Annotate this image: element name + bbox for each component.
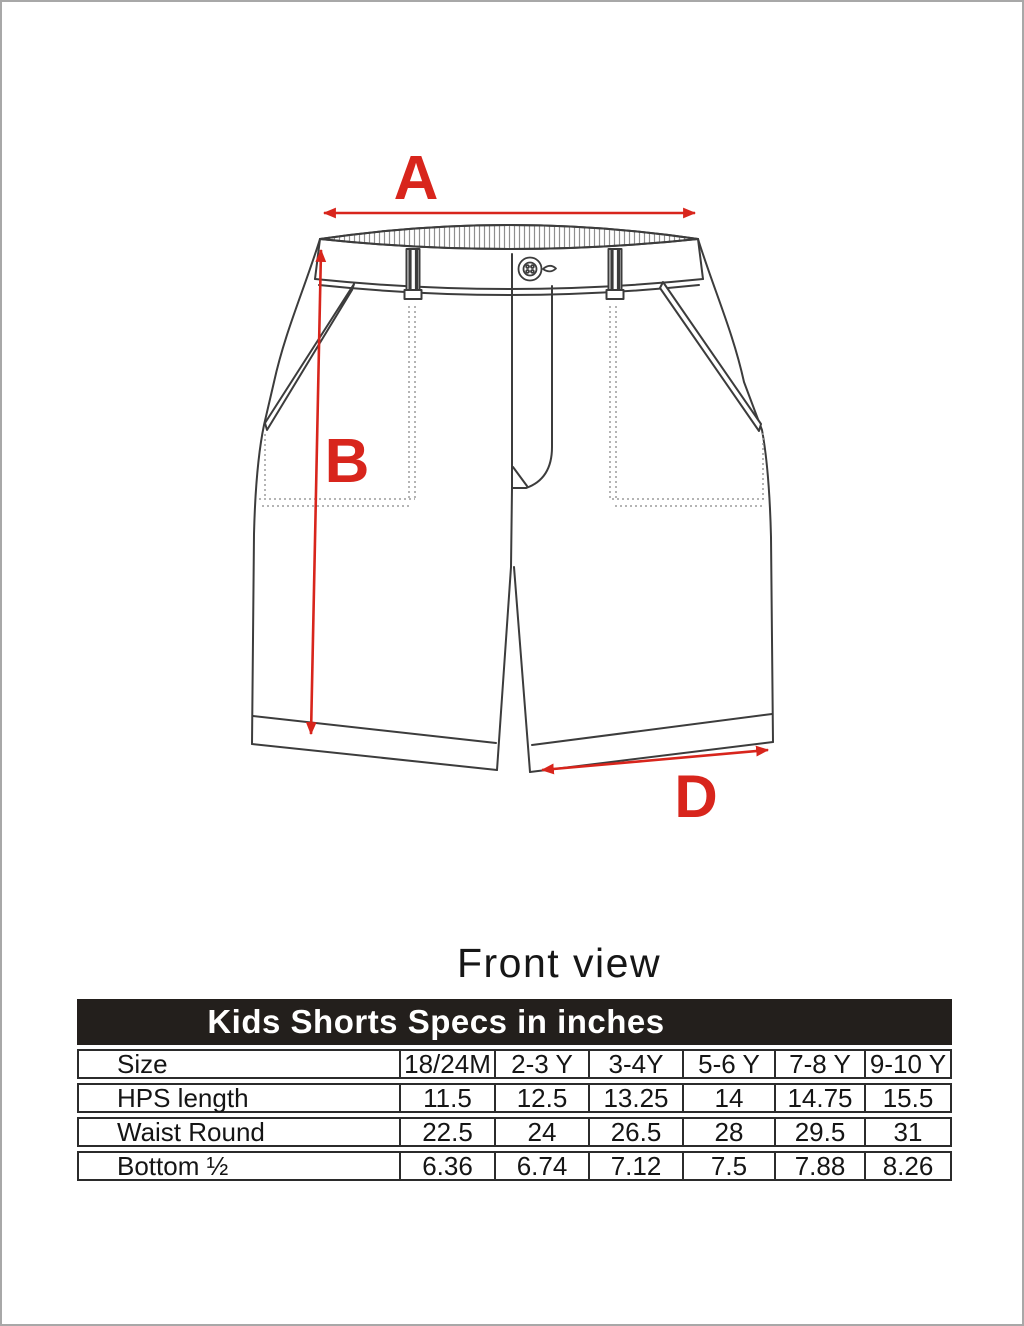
- spec-value: 14.75: [774, 1085, 864, 1111]
- spec-value: 8.26: [864, 1153, 950, 1179]
- spec-value: 22.5: [399, 1119, 494, 1145]
- spec-table: [77, 999, 952, 1181]
- dimension-d-arrow: [542, 750, 768, 770]
- fly-j-stitch: [511, 254, 552, 567]
- dimension-b: [311, 250, 369, 734]
- row-label: HPS length: [117, 1083, 249, 1113]
- size-col-header: 2-3 Y: [494, 1051, 588, 1077]
- spec-value: 31: [864, 1119, 950, 1145]
- spec-value: 13.25: [588, 1085, 682, 1111]
- belt-loop-right: [607, 249, 624, 299]
- size-col-header: 9-10 Y: [864, 1051, 950, 1077]
- spec-value: 11.5: [399, 1085, 494, 1111]
- spec-value: 29.5: [774, 1119, 864, 1145]
- belt-loop-left: [405, 249, 422, 299]
- size-col-header: 7-8 Y: [774, 1051, 864, 1077]
- spec-value: 28: [682, 1119, 774, 1145]
- spec-value: 7.88: [774, 1153, 864, 1179]
- row-label: Size: [117, 1049, 168, 1079]
- table-row-size: [77, 1049, 952, 1079]
- size-col-header: 3-4Y: [588, 1051, 682, 1077]
- spec-value: 6.36: [399, 1153, 494, 1179]
- hem-right: [530, 714, 773, 772]
- table-row-bottom-half: [77, 1151, 952, 1181]
- outseam-right: [698, 239, 773, 742]
- front-view-caption: Front view: [456, 940, 662, 986]
- spec-value: 24: [494, 1119, 588, 1145]
- size-col-header: 5-6 Y: [682, 1051, 774, 1077]
- shorts-technical-drawing: [2, 2, 1024, 932]
- row-label: Waist Round: [117, 1117, 265, 1147]
- table-row-waist-round: [77, 1117, 952, 1147]
- spec-value: 26.5: [588, 1119, 682, 1145]
- dimension-d-label: D: [674, 763, 718, 830]
- spec-value: 12.5: [494, 1085, 588, 1111]
- row-label: Bottom ½: [117, 1151, 229, 1181]
- inseam-left: [497, 567, 511, 770]
- spec-table-title: Kids Shorts Specs in inches: [77, 999, 952, 1045]
- pocket-opening-left: [265, 284, 354, 430]
- spec-value: 6.74: [494, 1153, 588, 1179]
- spec-value: 15.5: [864, 1085, 950, 1111]
- dimension-a: [324, 144, 695, 213]
- table-row-hps-length: [77, 1083, 952, 1113]
- dimension-b-label: B: [324, 427, 370, 496]
- inseam-right: [514, 567, 530, 772]
- outseam-left: [252, 239, 320, 744]
- spec-value: 14: [682, 1085, 774, 1111]
- waist-button: [519, 258, 557, 281]
- spec-value: 7.5: [682, 1153, 774, 1179]
- pocket-opening-right: [660, 282, 761, 431]
- hem-left: [252, 716, 497, 770]
- spec-value: 7.12: [588, 1153, 682, 1179]
- dimension-b-arrow: [311, 250, 321, 734]
- waistband: [315, 225, 703, 295]
- size-col-header: 18/24M: [399, 1051, 494, 1077]
- dimension-d: [542, 750, 768, 830]
- dimension-a-label: A: [393, 144, 439, 213]
